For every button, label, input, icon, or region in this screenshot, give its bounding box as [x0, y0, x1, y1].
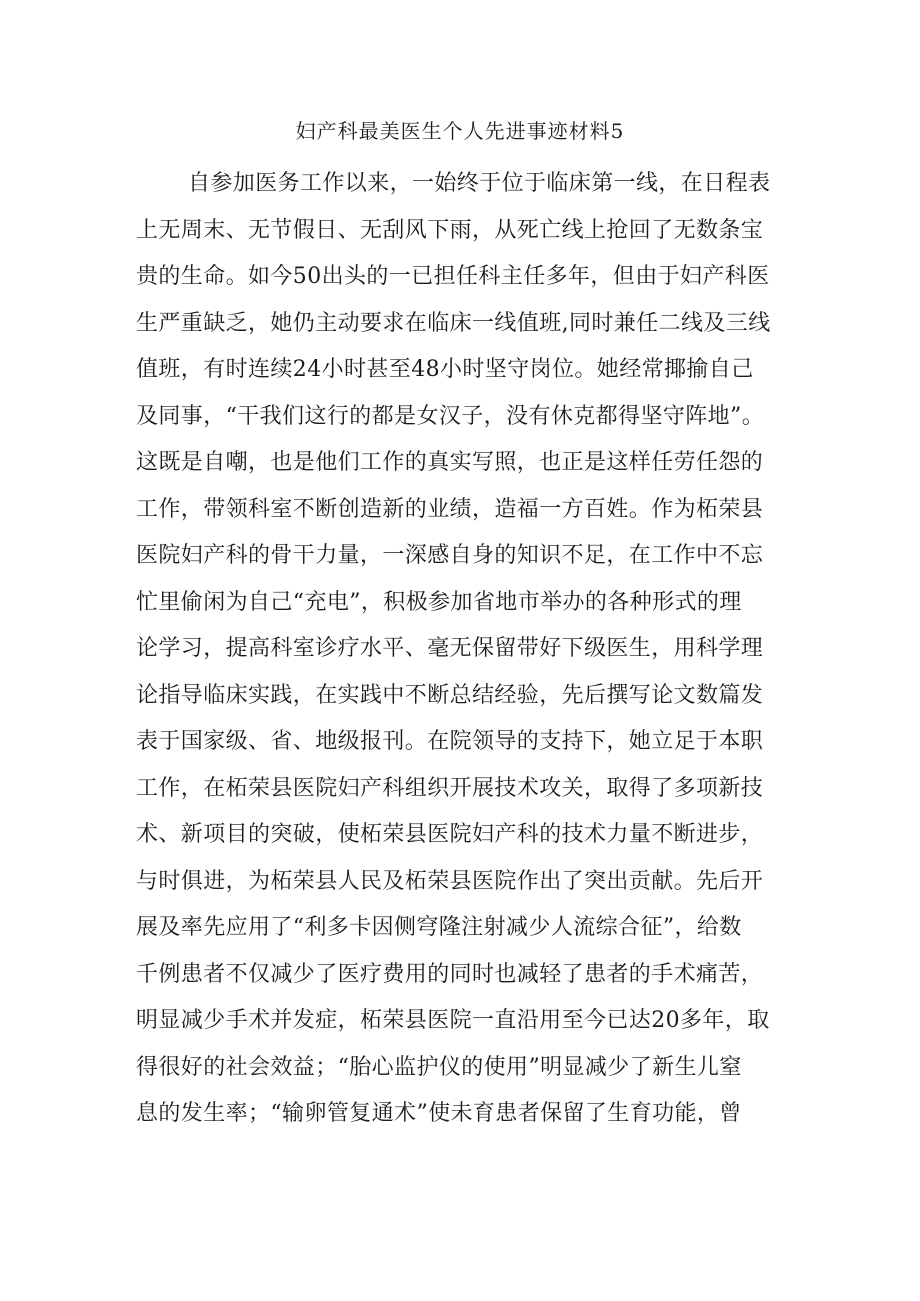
text-line: 千例患者不仅减少了医疗费用的同时也减轻了患者的手术痛苦， [136, 961, 764, 987]
text-line: 论指导临床实践，在实践中不断总结经验，先后撰写论文数篇发 [136, 682, 764, 708]
text-line: 贵的生命。如今50出头的一已担任科主任多年，但由于妇产科医 [136, 264, 770, 289]
text-line: 值班，有时连续24小时甚至48小时坚守岗位。她经常揶揄自己 [136, 357, 754, 382]
text-line: 术、新项目的突破，使柘荣县医院妇产科的技术力量不断进步， [136, 822, 764, 847]
text-line: 与时俱进，为柘荣县人民及柘荣县医院作出了突出贡献。先后开 [136, 868, 764, 894]
text-line: 工作，在柘荣县医院妇产科组织开展技术攻关，取得了多项新技 [136, 775, 764, 801]
text-line: 论学习，提高科室诊疗水平、毫无保留带好下级医生，用科学理 [136, 636, 764, 661]
text-line: 忙里偷闲为自己“充电”，积极参加省地市举办的各种形式的理 [136, 589, 742, 615]
text-line: 得很好的社会效益；“胎心监护仪的使用”明显减少了新生儿窒 [136, 1054, 742, 1080]
text-line: 生严重缺乏，她仍主动要求在临床一线值班,同时兼任二线及三线 [136, 310, 771, 336]
text-line: 工作，带领科室不断创造新的业绩，造福一方百姓。作为柘荣县 [136, 496, 764, 522]
text-line: 明显减少手术并发症，柘荣县医院一直沿用至今已达20多年，取 [136, 1008, 770, 1033]
text-line: 息的发生率；“输卵管复通术”使未育患者保留了生育功能，曾 [136, 1101, 742, 1126]
body-paragraph [136, 161, 796, 1138]
text-line: 表于国家级、省、地级报刊。在院领导的支持下，她立足于本职 [136, 729, 764, 754]
text-line: 展及率先应用了“利多卡因侧穹隆注射减少人流综合征”，给数 [136, 915, 742, 940]
document-title: 妇产科最美医生个人先进事迹材料5 [295, 119, 625, 143]
text-line: 医院妇产科的骨干力量，一深感自身的知识不足，在工作中不忘 [136, 543, 764, 568]
text-line: 自参加医务工作以来，一始终于位于临床第一线，在日程表 [188, 171, 771, 196]
text-line: 及同事，“干我们这行的都是女汉子，没有休克都得坚守阵地”。 [136, 403, 765, 429]
text-line: 上无周末、无节假日、无刮风下雨，从死亡线上抢回了无数条宝 [136, 217, 764, 243]
text-line: 这既是自嘲，也是他们工作的真实写照，也正是这样任劳任怨的 [136, 450, 764, 475]
